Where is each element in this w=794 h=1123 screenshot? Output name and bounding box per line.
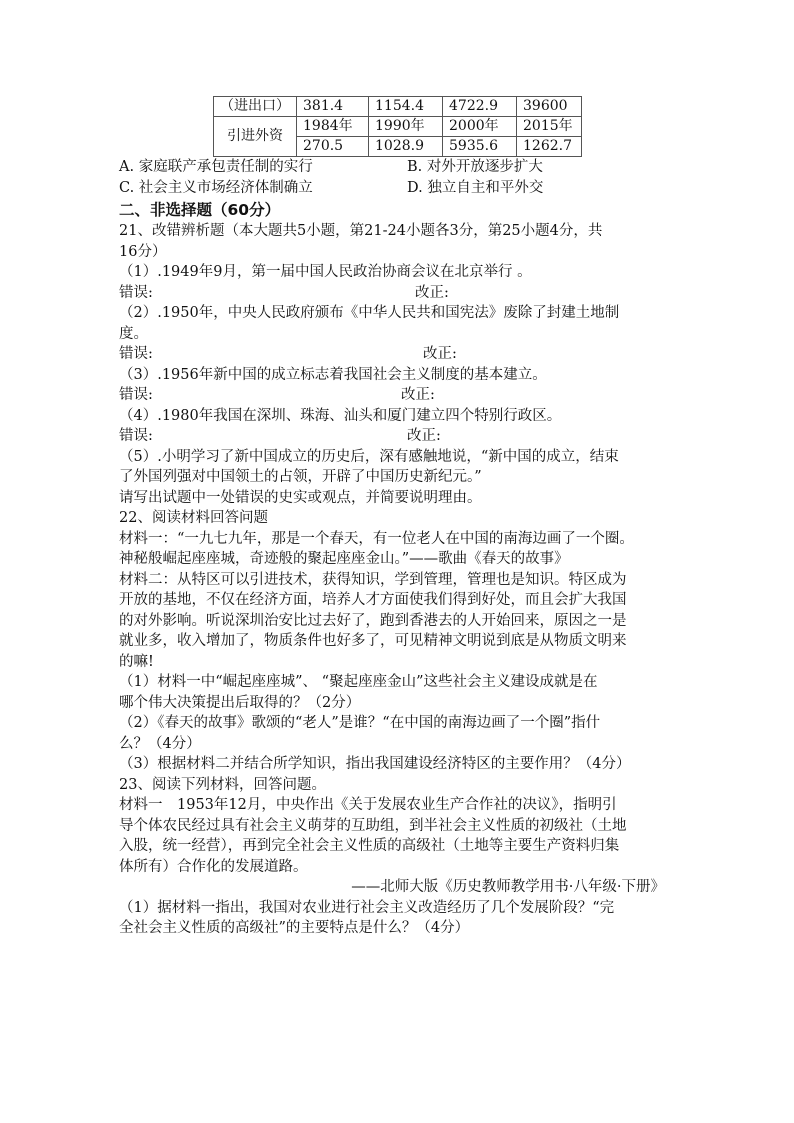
q21-item-5-instruction: 请写出试题中一处错误的史实或观点，并简要说明理由。	[119, 489, 482, 506]
correct-label: 改正:	[401, 387, 435, 403]
table-cell: 1028.9	[369, 137, 443, 157]
q21-item-2: （2）.1950年，中央人民政府颁布《中华人民共和国宪法》废除了封建土地制	[119, 305, 620, 321]
q22-material-2-cont: 的嘛!	[119, 653, 154, 670]
error-label: 错误:	[119, 284, 153, 301]
correct-label: 改正:	[423, 346, 457, 362]
q23-material-1-cont: 入股，统一经营），再到完全社会主义性质的高级社（土地等主要生产资料归集	[119, 838, 620, 854]
trade-investment-table	[213, 96, 582, 157]
table-cell: 5935.6	[443, 137, 517, 157]
table-cell: 270.5	[297, 137, 369, 157]
error-label: 错误:	[119, 346, 153, 362]
table-cell: 1154.4	[369, 97, 443, 117]
table-cell: 4722.9	[443, 97, 517, 117]
q21-intro: 21、改错辨析题（本大题共5小题，第21-24小题各3分，第25小题4分，共	[119, 223, 603, 239]
q22-material-2-cont: 开放的基地，不仅在经济方面，培养人才方面使我们得到好处，而且会扩大我国	[119, 592, 627, 608]
correct-label: 改正:	[415, 284, 449, 301]
q21-item-2-cont: 度。	[119, 325, 148, 342]
answer-row	[119, 426, 679, 447]
q23-question-1: （1）据材料一指出，我国对农业进行社会主义改造经历了几个发展阶段？“完	[119, 899, 615, 916]
answer-row	[119, 344, 679, 365]
exam-page	[119, 96, 679, 939]
table-cell: 2015年	[517, 117, 582, 137]
options-row-1	[119, 157, 679, 178]
error-label: 错误:	[119, 428, 153, 444]
q23-question-1-cont: 全社会主义性质的高级社”的主要特点是什么？（4分）	[119, 920, 470, 936]
q22-question-2-cont: 么？（4分）	[119, 735, 201, 752]
q22-question-1-cont: 哪个伟大决策提出后取得的？（2分）	[119, 694, 361, 711]
options-row-2	[119, 178, 679, 199]
correct-label: 改正:	[407, 428, 441, 444]
table-cell: （进出口）	[214, 97, 297, 117]
table-cell: 381.4	[297, 97, 369, 117]
q22-title: 22、阅读材料回答问题	[119, 510, 268, 526]
q21-item-1: （1）.1949年9月，第一届中国人民政治协商会议在北京举行 。	[119, 264, 532, 280]
q21-item-4: （4）.1980年我国在深圳、珠海、汕头和厦门建立四个特别行政区。	[119, 407, 562, 424]
q22-material-2-cont: 就业多，收入增加了，物质条件也好多了，可见精神文明说到底是从物质文明来	[119, 633, 627, 649]
q23-material-1: 材料一 1953年12月，中央作出《关于发展农业生产合作社的决议》，指明引	[119, 797, 617, 813]
q23-title: 23、阅读下列材料，回答问题。	[119, 776, 326, 793]
option-b: B. 对外开放逐步扩大	[407, 159, 543, 175]
q22-material-2: 材料二：从特区可以引进技术，获得知识，学到管理，管理也是知识。特区成为	[119, 571, 627, 588]
table-cell: 39600	[517, 97, 582, 117]
q21-item-5-cont: 了外国列强对中国领土的占领，开辟了中国历史新纪元。”	[119, 469, 482, 485]
q21-intro-cont: 16分）	[119, 243, 167, 260]
table-cell: 1262.7	[517, 137, 582, 157]
q22-question-2: （2）《春天的故事》歌颂的“老人”是谁？“在中国的南海边画了一个圈”指什	[119, 715, 601, 731]
table-cell: 1984年	[297, 117, 369, 137]
option-a: A. 家庭联产承包责任制的实行	[119, 159, 313, 175]
table-row	[214, 117, 582, 137]
q21-item-3: （3）.1956年新中国的成立标志着我国社会主义制度的基本建立。	[119, 366, 547, 383]
option-d: D. 独立自主和平外交	[407, 180, 544, 196]
q22-question-1: （1）材料一中“崛起座座城”、 “聚起座座金山”这些社会主义建设成就是在	[119, 674, 598, 690]
q22-material-2-cont: 的对外影响。听说深圳治安比过去好了，跑到香港去的人开始回来，原因之一是	[119, 612, 627, 629]
table-cell: 1990年	[369, 117, 443, 137]
q22-question-3: （3）根据材料二并结合所学知识，指出我国建设经济特区的主要作用？（4分）	[119, 756, 631, 772]
table-row	[214, 97, 582, 117]
q23-source: ——北师大版《历史教师教学用书·八年级·下册》	[351, 879, 665, 895]
option-c: C. 社会主义市场经济体制确立	[119, 180, 313, 196]
table-row-label: 引进外资	[214, 117, 297, 157]
q23-material-1-cont: 体所有）合作化的发展道路。	[119, 858, 308, 875]
section-title: 二、非选择题（60分）	[119, 201, 281, 219]
q22-material-1-cont: 神秘般崛起座座城，奇迹般的聚起座座金山。”——歌曲《春天的故事》	[119, 551, 569, 567]
error-label: 错误:	[119, 387, 153, 403]
answer-row	[119, 283, 679, 304]
q22-material-1: 材料一：“一九七九年，那是一个春天，有一位老人在中国的南海边画了一个圈。	[119, 530, 634, 547]
table-cell: 2000年	[443, 117, 517, 137]
q21-item-5: （5）.小明学习了新中国成立的历史后，深有感触地说，“新中国的成立，结束	[119, 448, 619, 465]
answer-row	[119, 385, 679, 406]
q23-material-1-cont: 导个体农民经过具有社会主义萌芽的互助组，到半社会主义性质的初级社（土地	[119, 817, 627, 834]
